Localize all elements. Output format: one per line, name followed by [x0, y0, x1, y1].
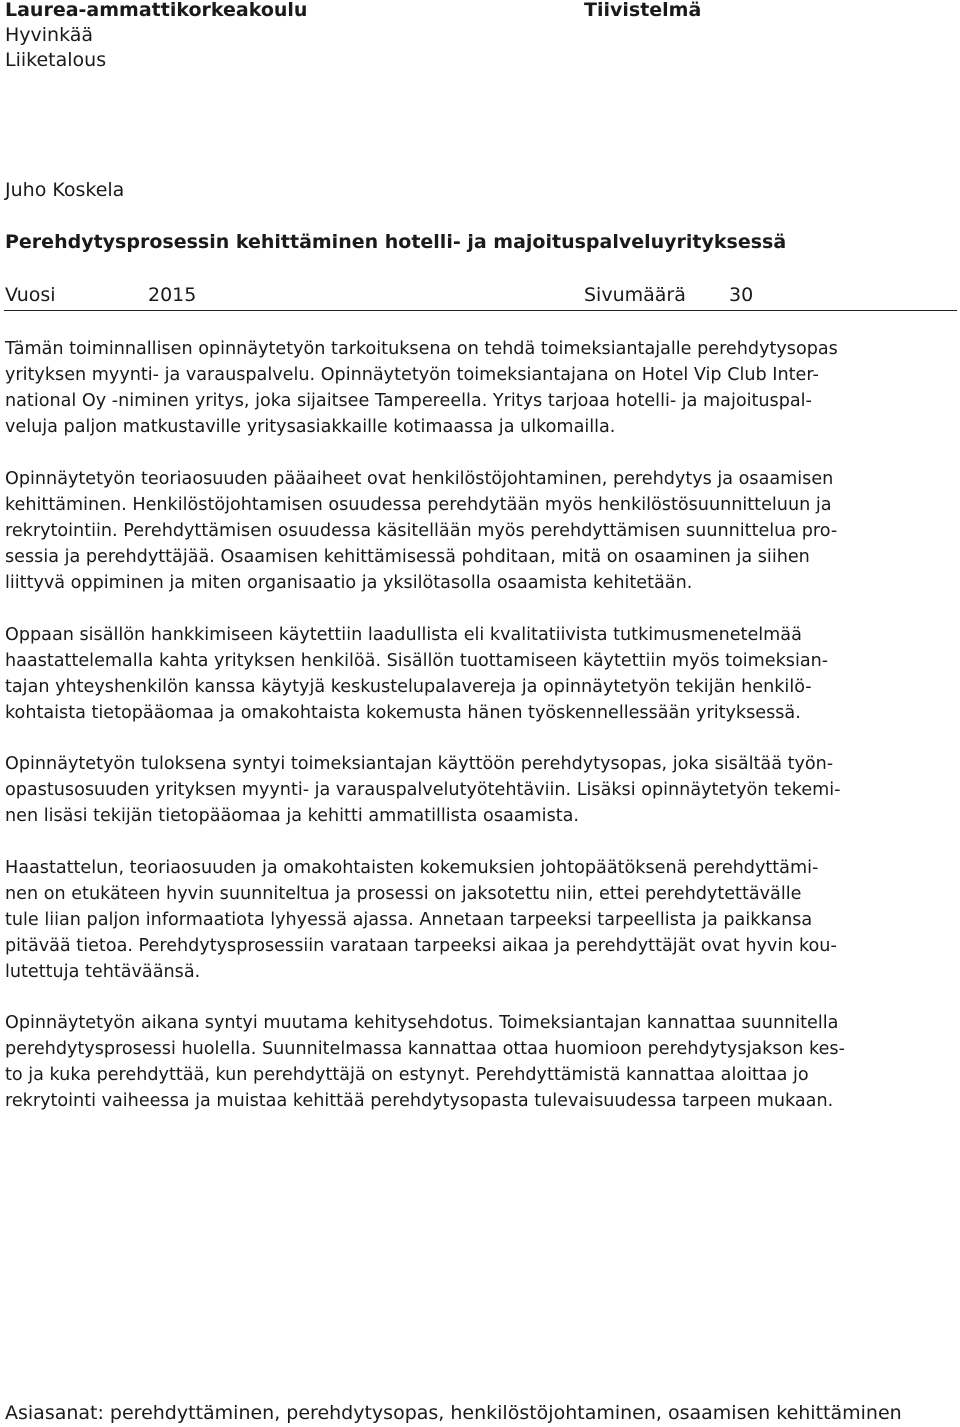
- text-line: kohtaista tietopääomaa ja omakohtaista kokemusta hänen työskennellessään yrityksessä.: [5, 703, 801, 723]
- text-line: Haastattelun, teoriaosuuden ja omakohtaisten kokemuksien johtopäätöksenä perehdyttämi-: [5, 858, 819, 878]
- school-name: Laurea-ammattikorkeakoulu: [5, 0, 308, 21]
- abstract-paragraph-5: [5, 855, 955, 985]
- text-line: liittyvä oppiminen ja miten organisaatio ja yksilötasolla osaamista kehitetään.: [5, 573, 693, 593]
- header-divider: [4, 310, 957, 311]
- text-line: opastusosuuden yrityksen myynti- ja varauspalvelutyötehtäviin. Lisäksi opinnäytetyön tekemi-: [5, 780, 841, 800]
- pages-value: 30: [729, 284, 754, 306]
- text-line: rekrytointi vaiheessa ja muistaa kehittää perehdytysopasta tulevaisuudessa tarpeen mukaan.: [5, 1091, 834, 1111]
- text-line: Tämän toiminnallisen opinnäytetyön tarkoituksena on tehdä toimeksiantajalle perehdytysopas: [5, 339, 838, 359]
- text-line: Opinnäytetyön teoriaosuuden pääaiheet ovat henkilöstöjohtaminen, perehdytys ja osaamisen: [5, 469, 834, 489]
- campus-name: Hyvinkää: [5, 24, 94, 46]
- keywords: Asiasanat: perehdyttäminen, perehdytysopas, henkilöstöjohtaminen, osaamisen kehittäminen: [5, 1402, 902, 1424]
- text-line: perehdytysprosessi huolella. Suunnitelmassa kannattaa ottaa huomioon perehdytysjakson kes-: [5, 1039, 845, 1059]
- text-line: tajan yhteyshenkilön kanssa käytyjä keskustelupalavereja ja opinnäytetyön tekijän henkilö-: [5, 677, 812, 697]
- text-line: rekrytointiin. Perehdyttämisen osuudessa käsitellään myös perehdyttämisen suunnittelua pro-: [5, 521, 838, 541]
- text-line: yrityksen myynti- ja varauspalvelu. Opinnäytetyön toimeksiantajana on Hotel Vip Club Inter-: [5, 365, 819, 385]
- text-line: kehittäminen. Henkilöstöjohtamisen osuudessa perehdytään myös henkilöstösuunnitteluun ja: [5, 495, 832, 515]
- abstract-paragraph-2: [5, 466, 955, 596]
- text-line: pitävää tietoa. Perehdytysprosessiin varataan tarpeeksi aikaa ja perehdyttäjät ovat hyvin kou-: [5, 936, 837, 956]
- text-line: veluja paljon matkustaville yritysasiakkaille kotimaassa ja ulkomailla.: [5, 417, 616, 437]
- text-line: Oppaan sisällön hankkimiseen käytettiin laadullista eli kvalitatiivista tutkimusmenetelmää: [5, 625, 802, 645]
- text-line: national Oy -niminen yritys, joka sijaitsee Tampereella. Yritys tarjoaa hotelli- ja majoituspal-: [5, 391, 812, 411]
- text-line: lutettuja tehtäväänsä.: [5, 962, 201, 982]
- abstract-paragraph-3: [5, 622, 955, 726]
- abstract-paragraph-4: [5, 751, 955, 829]
- text-line: tule liian paljon informaatiota lyhyessä ajassa. Annetaan tarpeeksi tarpeellista ja paikkansa: [5, 910, 813, 930]
- text-line: haastattelemalla kahta yrityksen henkilöä. Sisällön tuottamiseen käytettiin myös toimeksian-: [5, 651, 829, 671]
- abstract-paragraph-6: [5, 1010, 955, 1114]
- year-label: Vuosi: [5, 284, 56, 306]
- author-name: Juho Koskela: [5, 179, 125, 201]
- text-line: nen on etukäteen hyvin suunniteltua ja prosessi on jaksotettu niin, ettei perehdytettävälle: [5, 884, 802, 904]
- field-of-study: Liiketalous: [5, 49, 107, 71]
- text-line: to ja kuka perehdyttää, kun perehdyttäjä on estynyt. Perehdyttämistä kannattaa aloittaa jo: [5, 1065, 809, 1085]
- document-type: Tiivistelmä: [584, 0, 702, 21]
- abstract-paragraph-1: [5, 336, 955, 440]
- year-value: 2015: [148, 284, 197, 306]
- text-line: nen lisäsi tekijän tietopääomaa ja kehitti ammatillista osaamista.: [5, 806, 580, 826]
- text-line: Opinnäytetyön aikana syntyi muutama kehitysehdotus. Toimeksiantajan kannattaa suunnitella: [5, 1013, 839, 1033]
- text-line: sessia ja perehdyttäjää. Osaamisen kehittämisessä pohditaan, mitä on osaaminen ja siihen: [5, 547, 810, 567]
- text-line: Opinnäytetyön tuloksena syntyi toimeksiantajan käyttöön perehdytysopas, joka sisältää työn-: [5, 754, 834, 774]
- pages-label: Sivumäärä: [584, 284, 686, 306]
- thesis-title: Perehdytysprosessin kehittäminen hotelli- ja majoituspalveluyrityksessä: [5, 231, 787, 253]
